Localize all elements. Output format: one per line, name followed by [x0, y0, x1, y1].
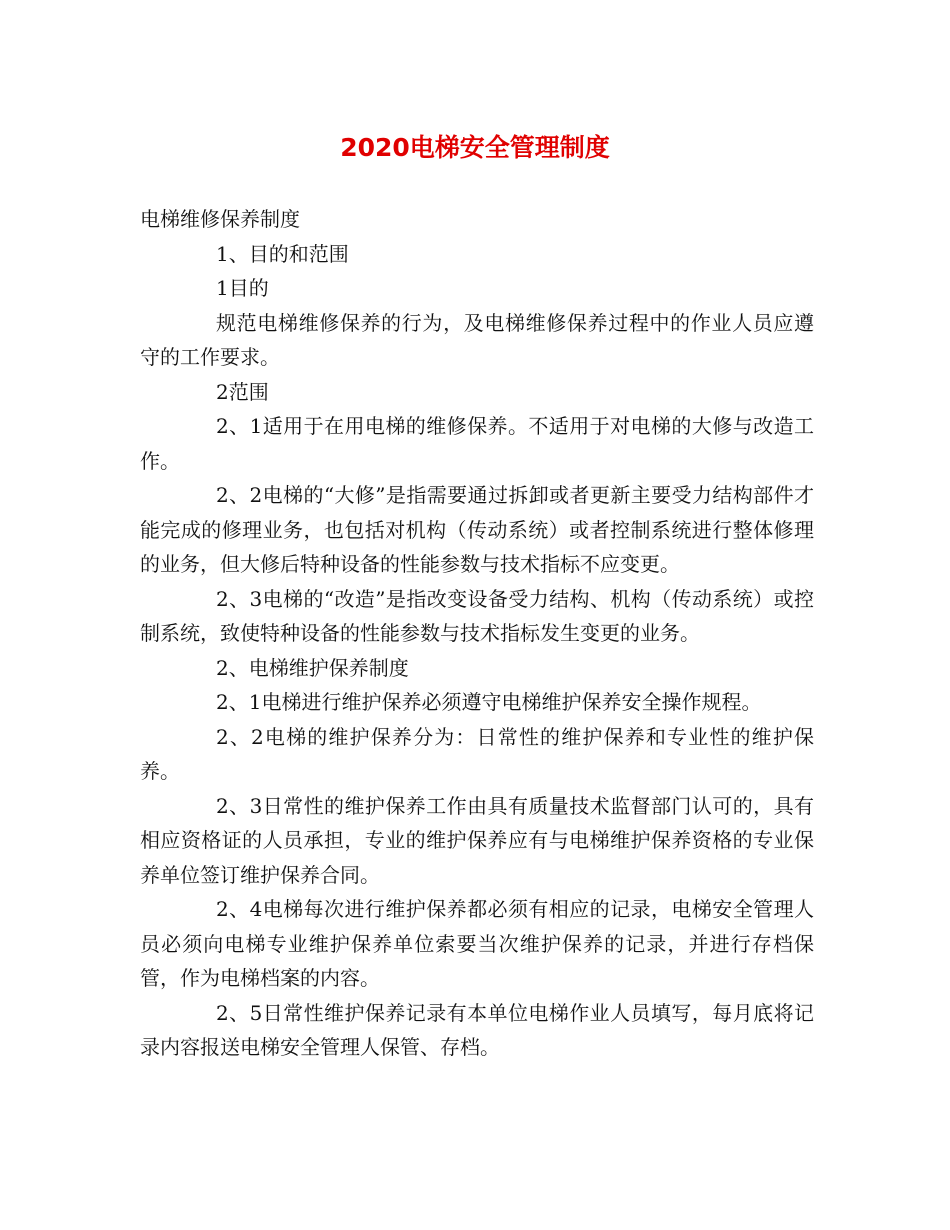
- paragraph-maintenance-2-4: 2、4电梯每次进行维护保养都必须有相应的记录，电梯安全管理人员必须向电梯专业维护保养单位索要当次维护保养的记录，并进行存档保管，作为电梯档案的内容。: [140, 897, 814, 990]
- paragraph-purpose-heading: 1目的: [216, 276, 269, 300]
- paragraph-scope-heading: 2范围: [216, 379, 269, 404]
- section-heading: 电梯维修保养制度: [140, 207, 300, 231]
- paragraph-maintenance-2-5: 2、5日常性维护保养记录有本单位电梯作业人员填写，每月底将记录内容报送电梯安全管理人保管、存档。: [140, 1000, 814, 1059]
- paragraph-2-1: 2、1适用于在用电梯的维修保养。不适用于对电梯的大修与改造工作。: [140, 414, 814, 473]
- paragraph-maintenance-2-1: 2、1电梯进行维护保养必须遵守电梯维护保养安全操作规程。: [216, 690, 762, 714]
- document-body: [140, 202, 814, 1065]
- paragraph-maintenance-heading: 2、电梯维护保养制度: [216, 655, 409, 680]
- paragraph-2-3: 2、3电梯的“改造”是指改变设备受力结构、机构（传动系统）或控制系统，致使特种设备的性能参数与技术指标发生变更的业务。: [140, 586, 814, 645]
- paragraph-purpose-scope: 1、目的和范围: [216, 241, 349, 266]
- paragraph-maintenance-2-2: 2、2电梯的维护保养分为：日常性的维护保养和专业性的维护保养。: [140, 724, 814, 783]
- paragraph-maintenance-2-3: 2、3日常性的维护保养工作由具有质量技术监督部门认可的，具有相应资格证的人员承担，专业的维护保养应有与电梯维护保养资格的专业保养单位签订维护保养合同。: [140, 793, 814, 887]
- paragraph-2-2: 2、2电梯的“大修”是指需要通过拆卸或者更新主要受力结构部件才能完成的修理业务，也包括对机构（传动系统）或者控制系统进行整体修理的业务，但大修后特种设备的性能参数与技术指标不应变更。: [140, 483, 814, 576]
- document-title: 2020电梯安全管理制度: [340, 133, 610, 162]
- paragraph-purpose-text: 规范电梯维修保养的行为，及电梯维修保养过程中的作业人员应遵守的工作要求。: [140, 310, 814, 369]
